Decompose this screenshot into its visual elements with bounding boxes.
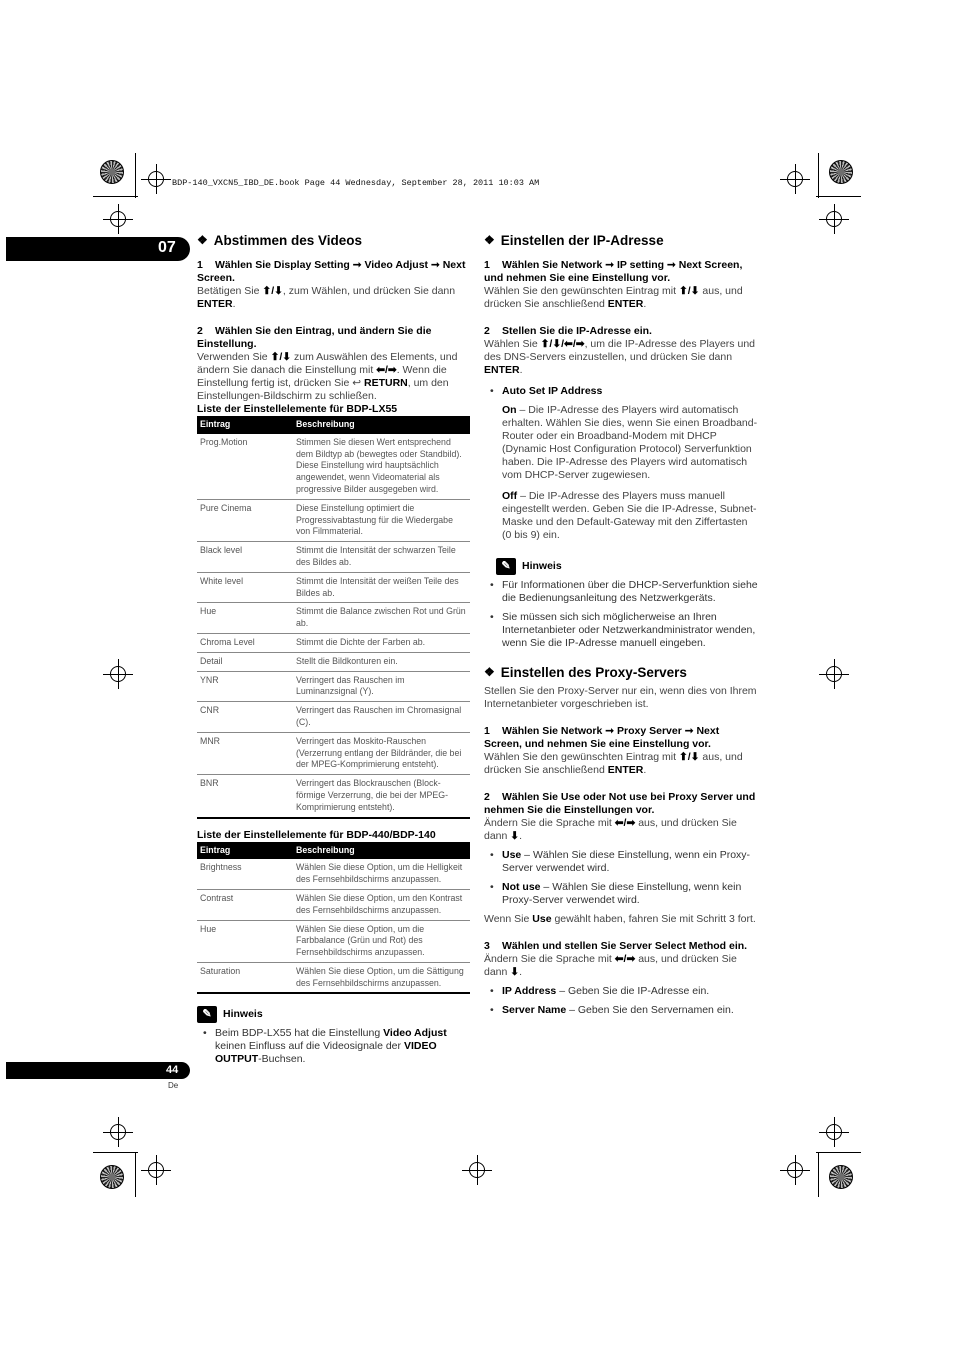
crosshair-mark-bottom-right	[826, 1124, 842, 1140]
crop-line	[818, 153, 819, 198]
table-row: Detail Stellt die Bildkonturen ein.	[197, 652, 470, 671]
crosshair-mark-bottom-right-lower	[787, 1162, 803, 1178]
arrow-right-icon: ➞	[352, 259, 362, 271]
server-method-list	[484, 985, 758, 1017]
table-row: Pure Cinema Diese Einstellung optimiert die Progressivabtastung für die Wiedergabe von Filmmaterial.	[197, 499, 470, 541]
diamond-icon: ❖	[197, 233, 208, 247]
step-2: 2 Wählen Sie Use oder Not use bei Proxy Server und nehmen Sie die Einstellungen vor.	[484, 791, 756, 816]
table-header-description: Beschreibung	[293, 416, 470, 434]
note-list	[197, 1027, 473, 1066]
up-down-arrows-icon: ⬆/⬇	[262, 285, 283, 297]
crop-line	[135, 153, 136, 198]
section-heading-ip: ❖ Einstellen der IP-Adresse	[484, 233, 664, 248]
crosshair-mark-top-left	[148, 171, 164, 187]
step-2-body: Wählen Sie ⬆/⬇/⬅/➡, um die IP-Adresse des Players und des DNS-Servers einzustellen, und drücken Sie dann ENTER.	[484, 338, 755, 376]
step-1-body: Wählen Sie den gewünschten Eintrag mit ⬆/⬇ aus, und drücken Sie anschließend ENTER.	[484, 751, 743, 776]
table-row: Hue Stimmt die Balance zwischen Rot und Grün ab.	[197, 603, 470, 634]
list-item: • Für Informationen über die DHCP-Serverfunktion siehe die Bedienungsanleitung des Netzwerkgeräts.	[484, 579, 758, 605]
step-1-body: Betätigen Sie ⬆/⬇, zum Wählen, und drücken Sie dann ENTER.	[197, 285, 456, 310]
ip-options-list	[484, 385, 758, 398]
table-header-description: Beschreibung	[293, 842, 470, 860]
table-row: CNR Verringert das Rauschen im Chromasignal (C).	[197, 702, 470, 733]
list-item: • IP Address – Geben Sie die IP-Adresse ein.	[484, 985, 758, 998]
page-tab	[6, 1062, 190, 1079]
option-off: Off – Die IP-Adresse des Players muss manuell eingestellt werden. Geben Sie die IP-Adresse, Subnet-Maske und den Default-Gateway mit den Ziffertasten (0 bis 9) ein.	[502, 490, 757, 541]
crop-line	[816, 1152, 861, 1153]
step-2: 2 Wählen Sie den Eintrag, und ändern Sie die Einstellung.	[197, 325, 432, 350]
crosshair-mark-top-right-lower	[826, 211, 842, 227]
arrow-right-icon: ➞	[667, 259, 676, 271]
left-right-arrows-icon: ⬅/➡	[614, 817, 636, 829]
proxy-options-list	[484, 849, 758, 907]
return-icon: ↩	[352, 377, 362, 389]
table-row: YNR Verringert das Rauschen im Luminanzsignal (Y).	[197, 671, 470, 702]
step-1-body: Wählen Sie den gewünschten Eintrag mit ⬆/⬇ aus, und drücken Sie anschließend ENTER.	[484, 285, 743, 310]
arrow-right-icon: ➞	[430, 259, 440, 271]
settings-table-lx55	[197, 416, 470, 819]
table-row: Hue Wählen Sie diese Option, um die Farbbalance (Grün und Rot) des Fernsehbildschirms anzupassen.	[197, 920, 470, 962]
crop-line	[135, 1152, 136, 1197]
table-row: Prog.Motion Stimmen Sie diesen Wert entsprechend dem Bildtyp ab (bewegtes oder Standbild). Diese Einstellung wird hauptsächlich angewendet, wenn Videomaterial als progressive Bilder ausgegeben wird.	[197, 434, 470, 499]
left-column	[197, 234, 473, 1072]
color-registration-mark-top-right	[829, 160, 853, 184]
up-down-arrows-icon: ⬆/⬇	[270, 351, 292, 363]
note-heading: ✎ Hinweis	[496, 558, 758, 575]
note-list	[484, 579, 758, 650]
crosshair-mark-bottom-left	[110, 1124, 126, 1140]
crop-line	[816, 196, 861, 197]
list-item: • Use – Wählen Sie diese Einstellung, wenn ein Proxy-Server verwendet wird.	[484, 849, 758, 875]
page-number: 44	[166, 1064, 179, 1076]
crop-line	[93, 196, 138, 197]
crosshair-mark-top-right	[787, 171, 803, 187]
diamond-icon: ❖	[484, 233, 495, 247]
list-item: • Beim BDP-LX55 hat die Einstellung Video Adjust keinen Einfluss auf die Videosignale der VIDEO OUTPUT-Buchsen.	[197, 1027, 473, 1066]
note-pencil-icon: ✎	[197, 1006, 217, 1023]
down-arrow-icon: ⬇	[510, 966, 520, 978]
crosshair-mark-bottom-left-lower	[148, 1162, 164, 1178]
note-heading: ✎ Hinweis	[197, 1006, 473, 1023]
color-registration-mark-top-left	[100, 160, 124, 184]
up-down-arrows-icon: ⬆/⬇	[678, 285, 700, 297]
color-registration-mark-bottom-left	[100, 1165, 124, 1189]
four-arrows-icon: ⬆/⬇/⬅/➡	[540, 338, 585, 350]
list-item: • Not use – Wählen Sie diese Einstellung, wenn kein Proxy-Server verwendet wird.	[484, 881, 758, 907]
crop-line	[93, 1152, 138, 1153]
proxy-intro: Stellen Sie den Proxy-Server nur ein, wenn dies von Ihrem Internetanbieter vorgeschrieben ist.	[484, 685, 757, 710]
option-on: On – Die IP-Adresse des Players wird automatisch erhalten. Wählen Sie dies, wenn Sie einen Broadband-Router oder ein Broadband-Modem mit DHCP (Dynamic Host Configuration Protocol) Serverfunktion haben. Die IP-Adresse des Players wird automatisch vom DHCP-Server zugewiesen.	[502, 404, 758, 481]
section-heading-proxy: ❖ Einstellen des Proxy-Servers	[484, 665, 687, 680]
up-down-arrows-icon: ⬆/⬇	[678, 751, 700, 763]
arrow-right-icon: ➞	[605, 259, 615, 271]
crop-line	[818, 1152, 819, 1197]
table-row: Saturation Wählen Sie diese Option, um die Sättigung des Fernsehbildschirms anzupassen.	[197, 962, 470, 993]
color-registration-mark-bottom-right	[829, 1165, 853, 1189]
table-row: MNR Verringert das Moskito-Rauschen (Verzerrung entlang der Bildränder, die bei der MPEG-Komprimierung entsteht).	[197, 732, 470, 774]
step-1: 1 Wählen Sie Network ➞ Proxy Server ➞ Next Screen, und nehmen Sie eine Einstellung vor.	[484, 725, 720, 750]
table-row: Contrast Wählen Sie diese Option, um den Kontrast des Fernsehbildschirms anzupassen.	[197, 889, 470, 920]
list-item: • Sie müssen sich sich möglicherweise an Ihren Internetanbieter oder Netzwerkandministrator wenden, wenn Sie die IP-Adresse manuell eingeben.	[484, 611, 758, 650]
table-row: Brightness Wählen Sie diese Option, um die Helligkeit des Fernsehbildschirms anzupassen.	[197, 859, 470, 889]
step-3: 3 Wählen und stellen Sie Server Select Method ein.	[484, 940, 748, 952]
step-2-body: Verwenden Sie ⬆/⬇ zum Auswählen des Elements, und ändern Sie danach die Einstellung mit ⬅/➡. Wenn die Einstellung fertig ist, drücken Sie ↩ RETURN, um den Einstellungen-Bildschirm zu schließen.	[197, 351, 458, 402]
book-header-line: BDP-140_VXCN5_IBD_DE.book Page 44 Wednesday, September 28, 2011 10:03 AM	[172, 178, 540, 188]
crosshair-mark-mid-left	[110, 666, 126, 682]
arrow-right-icon: ➞	[684, 725, 694, 737]
chapter-number: 07	[158, 239, 176, 256]
crosshair-mark-mid-right	[826, 666, 842, 682]
step-2: 2 Stellen Sie die IP-Adresse ein.	[484, 325, 652, 337]
page-language: De	[168, 1081, 179, 1090]
step-1: 1 Wählen Sie Network ➞ IP setting ➞ Next Screen, und nehmen Sie eine Einstellung vor.	[484, 259, 743, 284]
down-arrow-icon: ⬇	[510, 830, 520, 842]
table-row: Chroma Level Stimmt die Dichte der Farben ab.	[197, 633, 470, 652]
list-item: • Server Name – Geben Sie den Servernamen ein.	[484, 1004, 758, 1017]
crosshair-mark-bottom-center	[469, 1162, 485, 1178]
table-row: Black level Stimmt die Intensität der schwarzen Teile des Bildes ab.	[197, 542, 470, 573]
list-item: • Auto Set IP Address	[484, 385, 758, 398]
table-2-title: Liste der Einstellelemente für BDP-440/BDP-140	[197, 828, 436, 841]
proxy-after-note: Wenn Sie Use gewählt haben, fahren Sie mit Schritt 3 fort.	[484, 913, 756, 925]
left-right-arrows-icon: ⬅/➡	[614, 953, 636, 965]
arrow-right-icon: ➞	[605, 725, 615, 737]
right-column	[484, 234, 758, 1023]
step-3-body: Ändern Sie die Sprache mit ⬅/➡ aus, und drücken Sie dann ⬇.	[484, 953, 737, 978]
table-1-title: Liste der Einstellelemente für BDP-LX55	[197, 403, 398, 415]
step-2-body: Ändern Sie die Sprache mit ⬅/➡ aus, und drücken Sie dann ⬇.	[484, 817, 737, 842]
diamond-icon: ❖	[484, 665, 495, 679]
crosshair-mark-top-left-lower	[110, 211, 126, 227]
left-right-arrows-icon: ⬅/➡	[376, 364, 397, 376]
table-header-entry: Eintrag	[197, 416, 293, 434]
section-heading-video: ❖ Abstimmen des Videos	[197, 233, 363, 248]
note-pencil-icon: ✎	[496, 558, 516, 575]
table-header-entry: Eintrag	[197, 842, 293, 860]
step-1: 1 Wählen Sie Display Setting ➞ Video Adjust ➞ Next Screen.	[197, 259, 466, 284]
table-row: White level Stimmt die Intensität der weißen Teile des Bildes ab.	[197, 572, 470, 603]
table-row: BNR Verringert das Blockrauschen (Block-förmige Verzerrung, die bei der MPEG-Komprimierung entsteht).	[197, 775, 470, 818]
settings-table-440-140	[197, 842, 470, 995]
